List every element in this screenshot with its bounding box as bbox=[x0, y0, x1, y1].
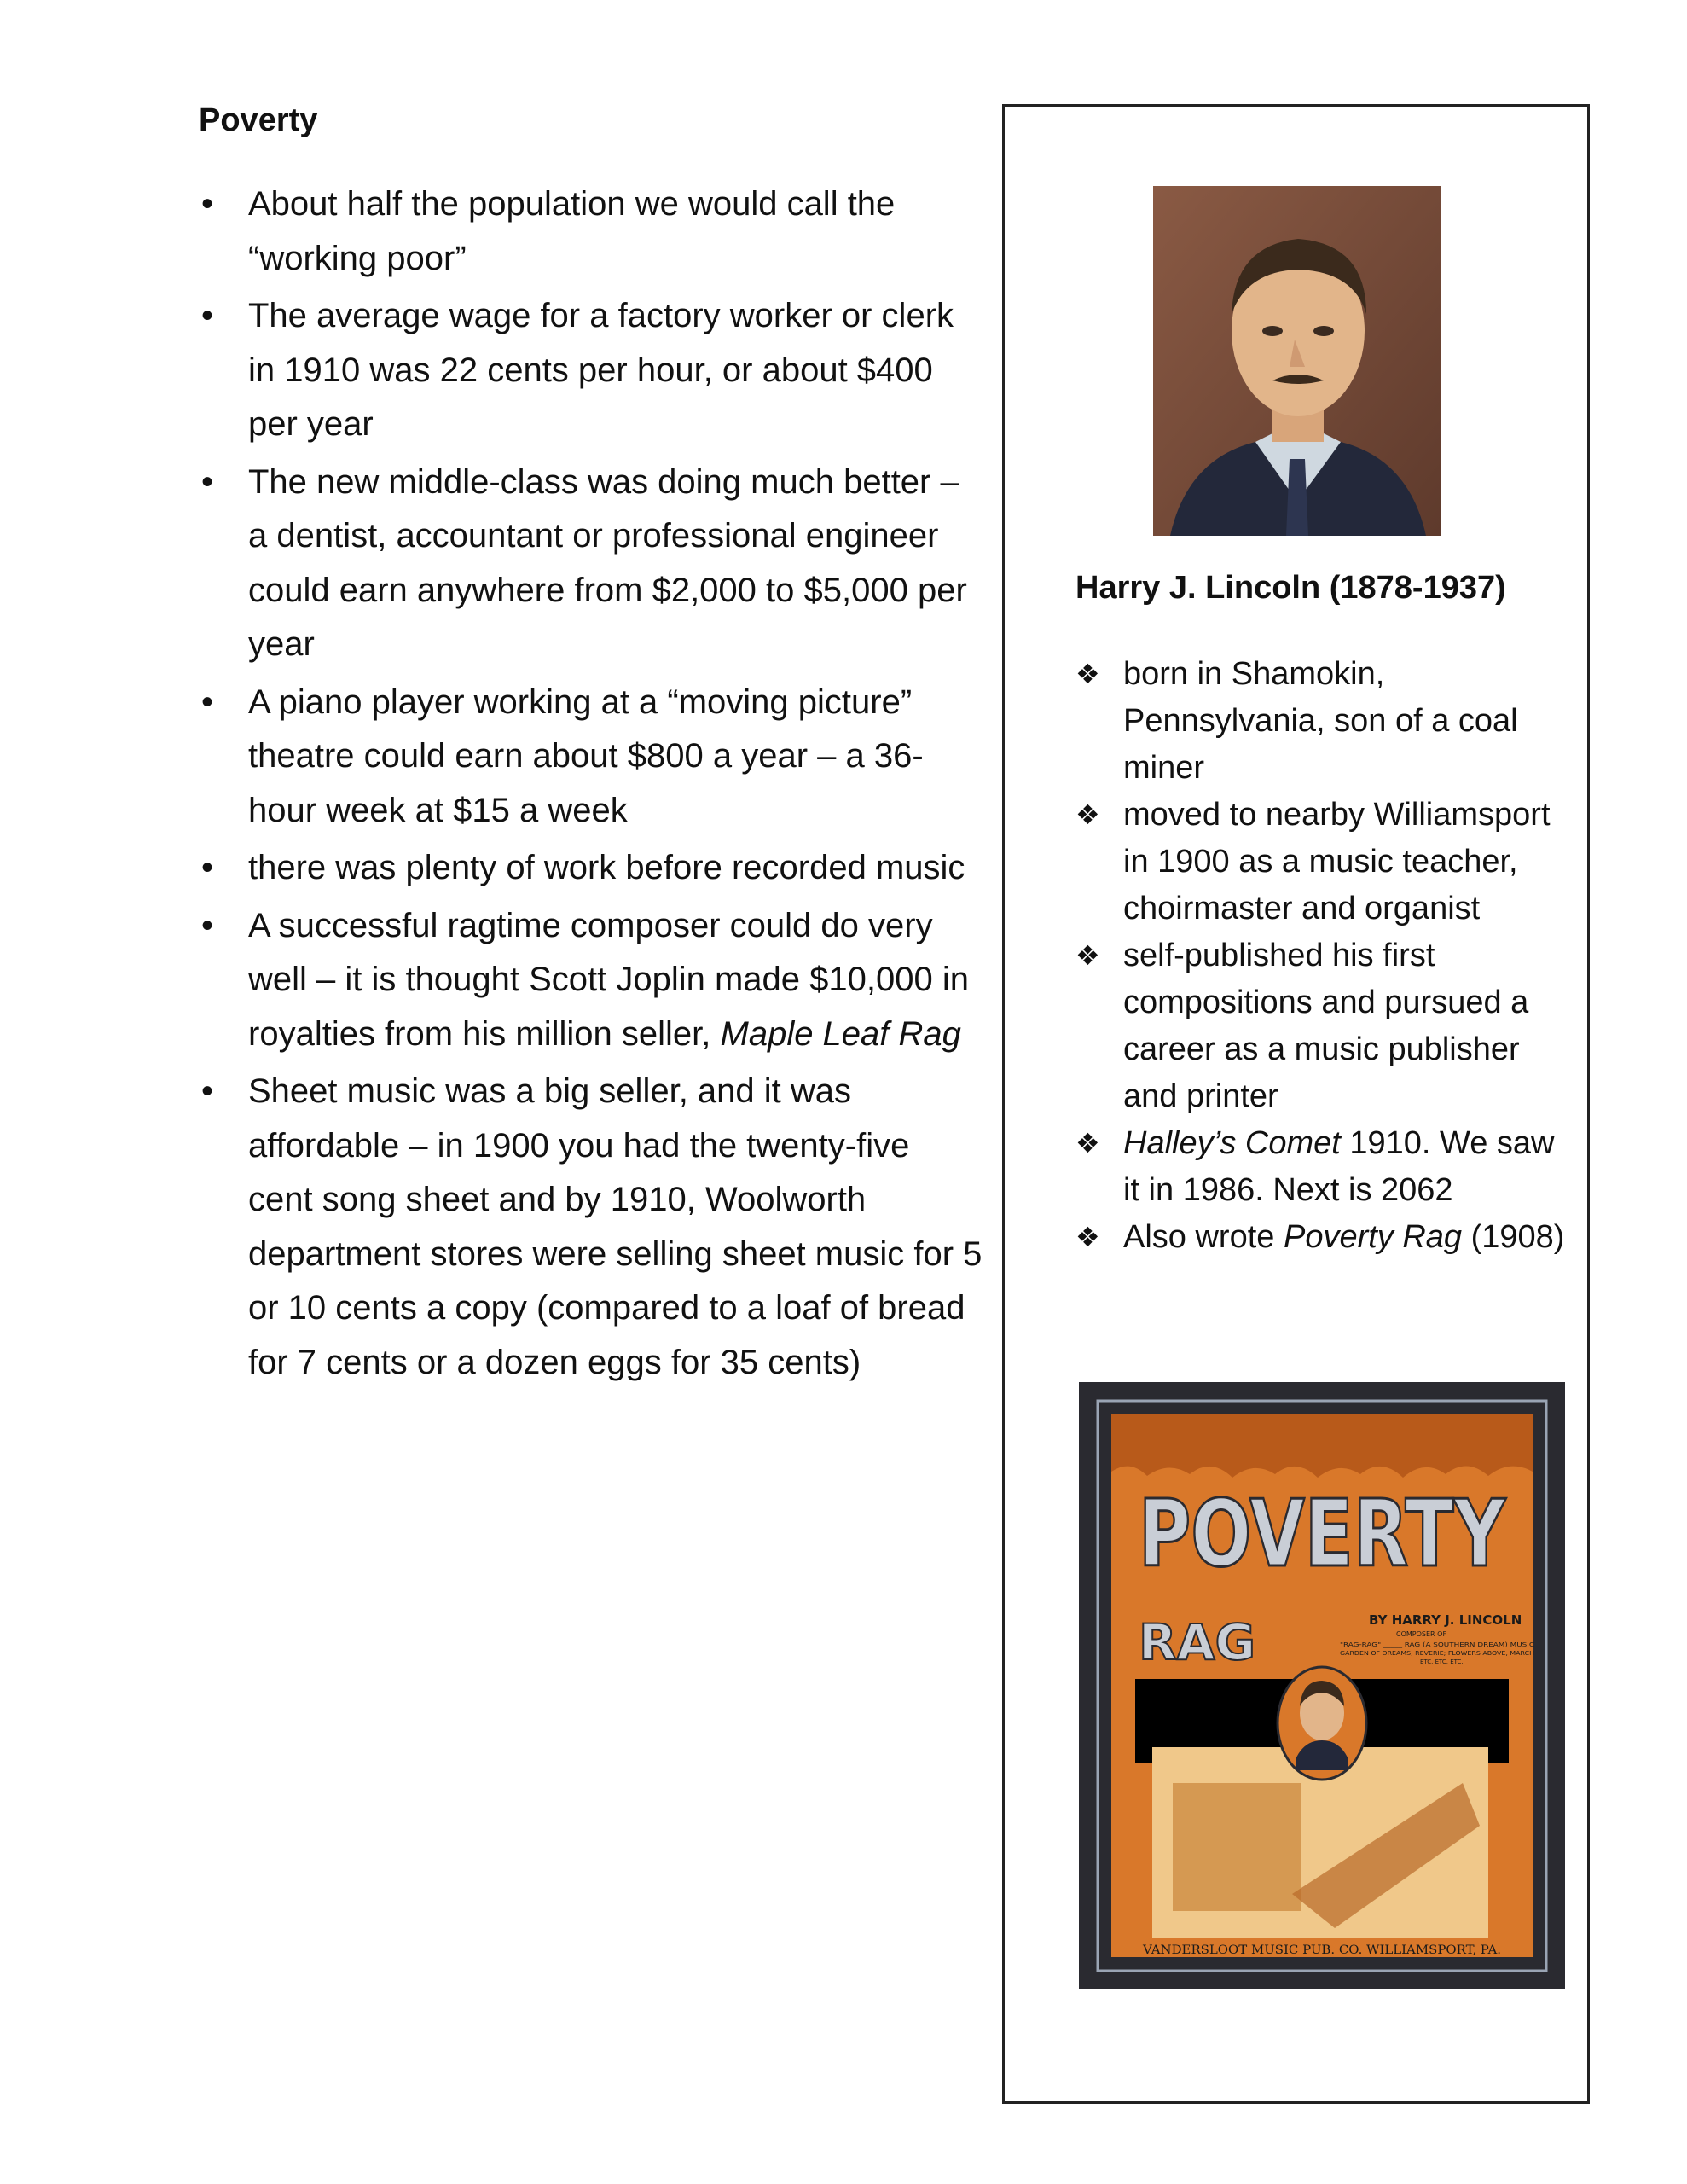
cover-credits-line2: GARDEN OF DREAMS, REVERIE; FLOWERS ABOVE, MARCH bbox=[1340, 1650, 1534, 1657]
list-item: ❖ moved to nearby Williamsport in 1900 as a music teacher, choirmaster and organist bbox=[1075, 792, 1570, 932]
bullet-icon: • bbox=[200, 1072, 213, 1110]
bullet-icon: • bbox=[200, 849, 213, 886]
diamond-bullet-icon: ❖ bbox=[1075, 659, 1100, 689]
sidebar-title: Harry J. Lincoln (1878-1937) bbox=[1075, 570, 1506, 606]
list-item: • A piano player working at a “moving picture” theatre could earn about $800 a year – a 36-hour week at $15 a week bbox=[199, 676, 983, 839]
poverty-bullet-list bbox=[199, 177, 983, 1393]
diamond-bullet-icon: ❖ bbox=[1075, 1222, 1100, 1252]
cover-by-line: BY HARRY J. LINCOLN bbox=[1369, 1612, 1522, 1628]
lincoln-facts-list bbox=[1075, 651, 1570, 1261]
cover-credits-line1: "RAG-RAG" _____ RAG (A SOUTHERN DREAM) MUSIC bbox=[1340, 1641, 1535, 1648]
list-item: ❖ Halley’s Comet 1910. We saw it in 1986. Next is 2062 bbox=[1075, 1120, 1570, 1214]
cover-publisher: VANDERSLOOT MUSIC PUB. CO. WILLIAMSPORT, PA. bbox=[1141, 1943, 1501, 1957]
list-item: • The new middle-class was doing much better – a dentist, accountant or professional engineer could earn anywhere from $2,000 to $5,000 per year bbox=[199, 456, 983, 672]
cover-credits-line3: ETC. ETC. ETC. bbox=[1420, 1658, 1464, 1665]
list-item: • Sheet music was a big seller, and it was affordable – in 1900 you had the twenty-five cent song sheet and by 1910, Woolworth department stores were selling sheet music for 5 or 10 cents a copy (compared to a loaf of bread for 7 cents or a dozen eggs for 35 cents) bbox=[199, 1065, 983, 1390]
list-item: ❖ born in Shamokin, Pennsylvania, son of a coal miner bbox=[1075, 651, 1570, 792]
diamond-bullet-icon: ❖ bbox=[1075, 940, 1100, 971]
list-item: • The average wage for a factory worker or clerk in 1910 was 22 cents per hour, or about $400 per year bbox=[199, 289, 983, 452]
list-item: • there was plenty of work before recorded music bbox=[199, 841, 983, 896]
diamond-bullet-icon: ❖ bbox=[1075, 1128, 1100, 1159]
cover-title-word2: RAG bbox=[1139, 1613, 1256, 1671]
poverty-rag-sheet-music-cover bbox=[1079, 1382, 1565, 1989]
bullet-icon: • bbox=[200, 906, 213, 944]
page-heading: Poverty bbox=[199, 102, 318, 138]
bullet-icon: • bbox=[200, 682, 213, 721]
bullet-icon: • bbox=[200, 185, 213, 223]
diamond-bullet-icon: ❖ bbox=[1075, 799, 1100, 830]
cover-title-word1: POVERTY bbox=[1139, 1481, 1507, 1588]
list-item: • About half the population we would call the “working poor” bbox=[199, 177, 983, 286]
cover-composer-line: COMPOSER OF bbox=[1396, 1630, 1447, 1638]
list-item: ❖ Also wrote Poverty Rag (1908) bbox=[1075, 1214, 1570, 1261]
bullet-icon: • bbox=[200, 297, 213, 334]
list-item: • A successful ragtime composer could do very well – it is thought Scott Joplin made $10,000 in royalties from his million seller, Maple Leaf Rag bbox=[199, 899, 983, 1062]
list-item: ❖ self-published his first compositions and pursued a career as a music publisher and printer bbox=[1075, 932, 1570, 1120]
harry-lincoln-portrait bbox=[1153, 186, 1441, 536]
bullet-icon: • bbox=[200, 462, 213, 501]
